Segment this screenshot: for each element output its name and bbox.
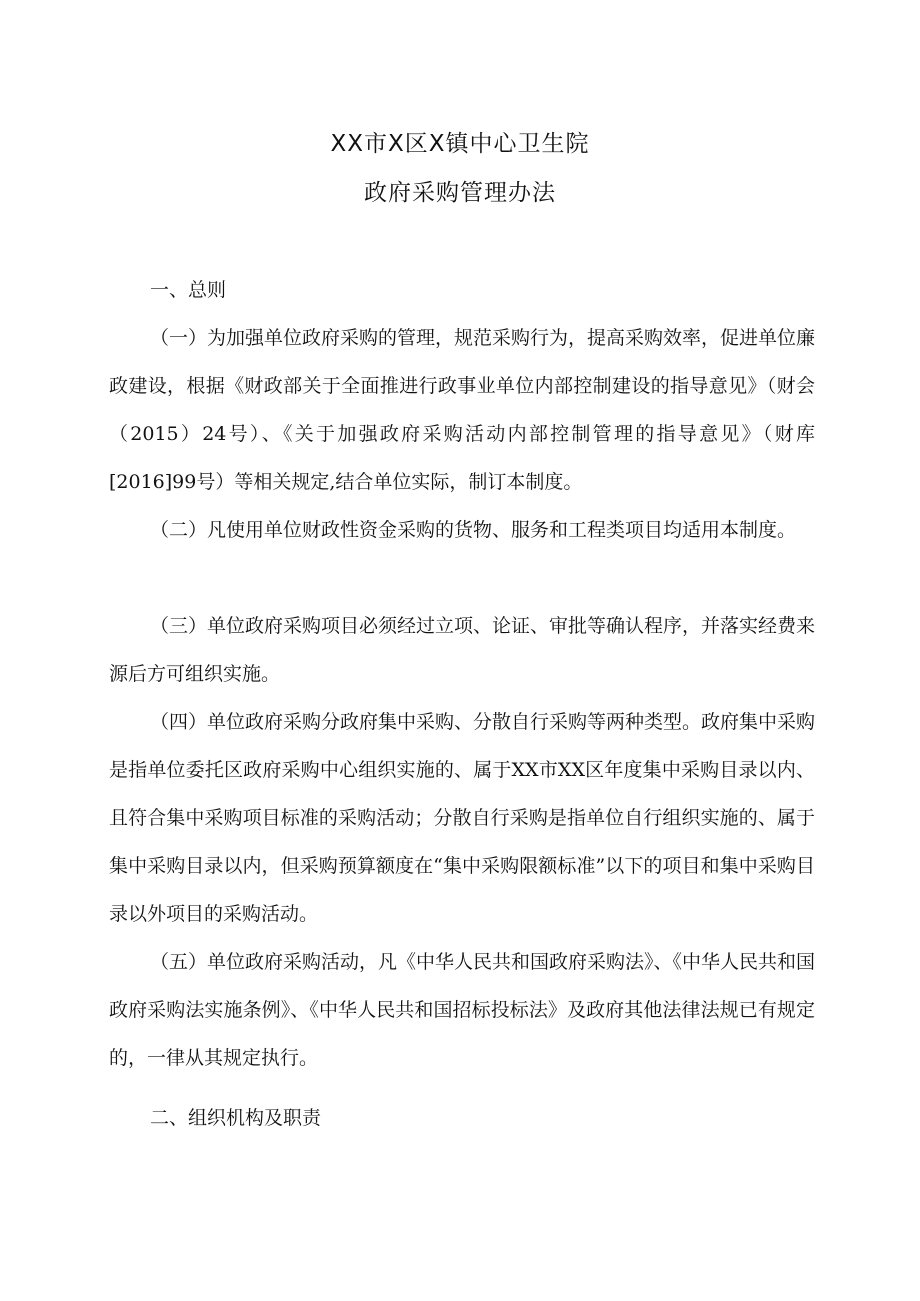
- paragraph-1: （一）为加强单位政府采购的管理，规范采购行为，提高采购效率，促进单位廉政建设，根据《财政部关于全面推进行政事业单位内部控制建设的指导意见》（财会（2015）24号）、《关于加强政府采购活动内部控制管理的指导意见》（财库[2016]99号）等相关规定,结合单位实际，制订本制度。: [109, 327, 816, 493]
- document-title-line1: XX市X区X镇中心卫生院: [330, 131, 590, 157]
- paragraph-3: （三）单位政府采购项目必须经过立项、论证、审批等确认程序，并落实经费来源后方可组织实施。: [109, 615, 816, 685]
- paragraph-5: （五）单位政府采购活动，凡《中华人民共和国政府采购法》、《中华人民共和国政府采购法实施条例》、《中华人民共和国招标投标法》及政府其他法律法规已有规定的，一律从其规定执行。: [109, 951, 816, 1069]
- paragraph-4: （四）单位政府采购分政府集中采购、分散自行采购等两种类型。政府集中采购是指单位委托区政府采购中心组织实施的、属于XX市XX区年度集中采购目录以内、且符合集中采购项目标准的采购活动；分散自行采购是指单位自行组织实施的、属于集中采购目录以内，但采购预算额度在“集中采购限额标准”以下的项目和集中采购目录以外项目的采购活动。: [109, 711, 816, 925]
- paragraph-2: （二）凡使用单位财政性资金采购的货物、服务和工程类项目均适用本制度。: [150, 519, 797, 541]
- document-title-line2: 政府采购管理办法: [364, 180, 556, 206]
- section-heading-general: 一、总则: [150, 279, 227, 301]
- section-heading-organization: 二、组织机构及职责: [150, 1107, 322, 1129]
